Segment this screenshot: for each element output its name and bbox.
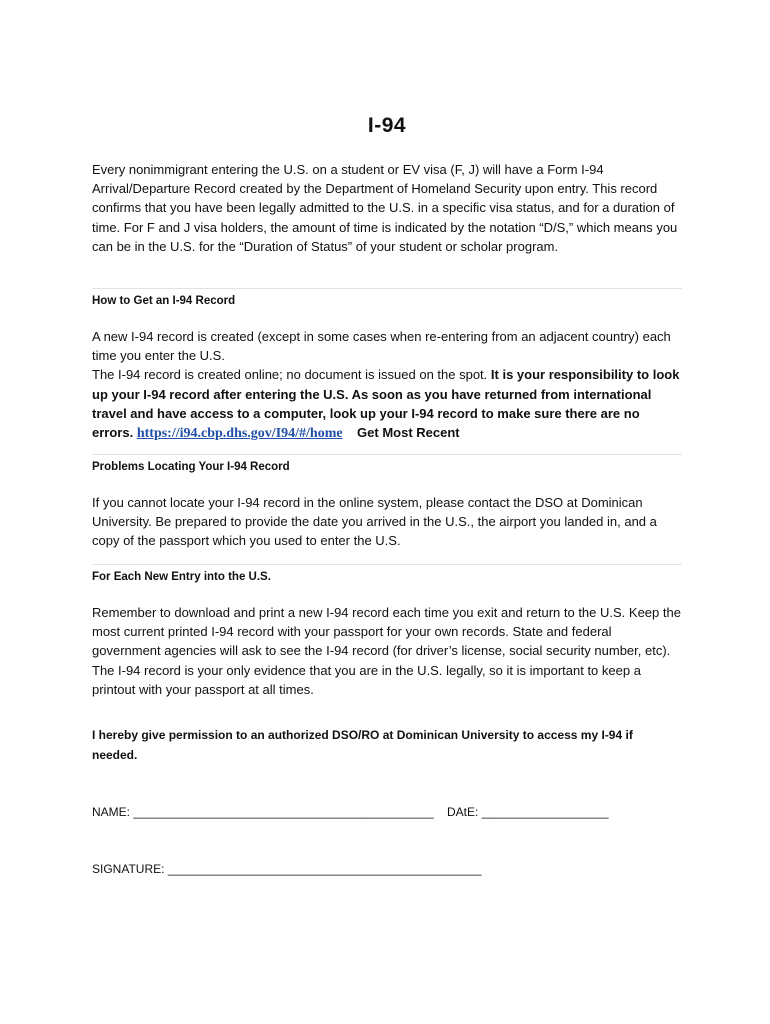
- name-label: NAME:: [92, 805, 134, 819]
- date-label: DAtE:: [447, 805, 482, 819]
- intro-section: [92, 160, 682, 256]
- new-entry-paragraph: Remember to download and print a new I-94 record each time you exit and return to the U.S. Keep the most current printed I-94 record with your passport for your own records. State and federal government agencies will ask to see the I-94 record (for driver’s license, social security number, etc). The I-94 record is your only evidence that you are in the U.S. legally, so it is important to keep a printout with your passport at all times.: [92, 605, 681, 697]
- new-entry-section: [92, 569, 682, 585]
- divider: [92, 454, 682, 455]
- problems-body: [92, 493, 682, 551]
- section-heading-problems: Problems Locating Your I-94 Record: [92, 461, 290, 473]
- get-record-line2: [92, 365, 682, 443]
- section-heading-get-record: How to Get an I-94 Record: [92, 295, 236, 307]
- date-field[interactable]: ___________________: [481, 805, 609, 819]
- name-date-row: [92, 803, 682, 821]
- section-heading-new-entry: For Each New Entry into the U.S.: [92, 571, 271, 583]
- i94-link[interactable]: https://i94.cbp.dhs.gov/I94/#/home: [136, 426, 343, 442]
- get-record-section: [92, 293, 682, 309]
- online-record-text: The I-94 record is created online; no document is issued on the spot.: [92, 367, 488, 383]
- signature-label: SIGNATURE:: [92, 862, 168, 876]
- intro-paragraph: Every nonimmigrant entering the U.S. on a student or EV visa (F, J) will have a Form I-94 Arrival/Departure Record created by the Department of Homeland Security upon entry. This record confirms that you have been legally admitted to the U.S. in a specific visa status, and for a duration of time. For F and J visa holders, the amount of time is indicated by the notation “D/S,” which means you can be in the U.S. for the “Duration of Status” of your student or scholar program.: [92, 162, 678, 254]
- signature-row: [92, 860, 682, 878]
- new-entry-body: [92, 603, 682, 699]
- name-field[interactable]: _____________________________________________: [133, 805, 434, 819]
- page-title: I-94: [367, 114, 407, 137]
- get-most-recent-text: Get Most Recent: [357, 425, 460, 441]
- problems-section: [92, 459, 682, 475]
- permission-section: [92, 725, 652, 765]
- responsibility-text: It is your responsibility to look up your I-94 record after entering the U.S. As soon as you have returned from international travel and have access to a computer, look up your I-94 record to make sure there are no errors.: [92, 367, 680, 441]
- get-record-line1: A new I-94 record is created (except in some cases when re-entering from an adjacent country) each time you enter the U.S.: [92, 329, 671, 364]
- permission-statement: I hereby give permission to an authorized DSO/RO at Dominican University to access my I-94 if needed.: [92, 728, 633, 762]
- divider: [92, 288, 682, 289]
- divider: [92, 564, 682, 565]
- signature-field[interactable]: _______________________________________________: [167, 862, 482, 876]
- problems-paragraph: If you cannot locate your I-94 record in the online system, please contact the DSO at Dominican University. Be prepared to provide the date you arrived in the U.S., the airport you landed in, and a copy of the passport which you used to enter the U.S.: [92, 495, 657, 549]
- get-record-body: [92, 327, 682, 443]
